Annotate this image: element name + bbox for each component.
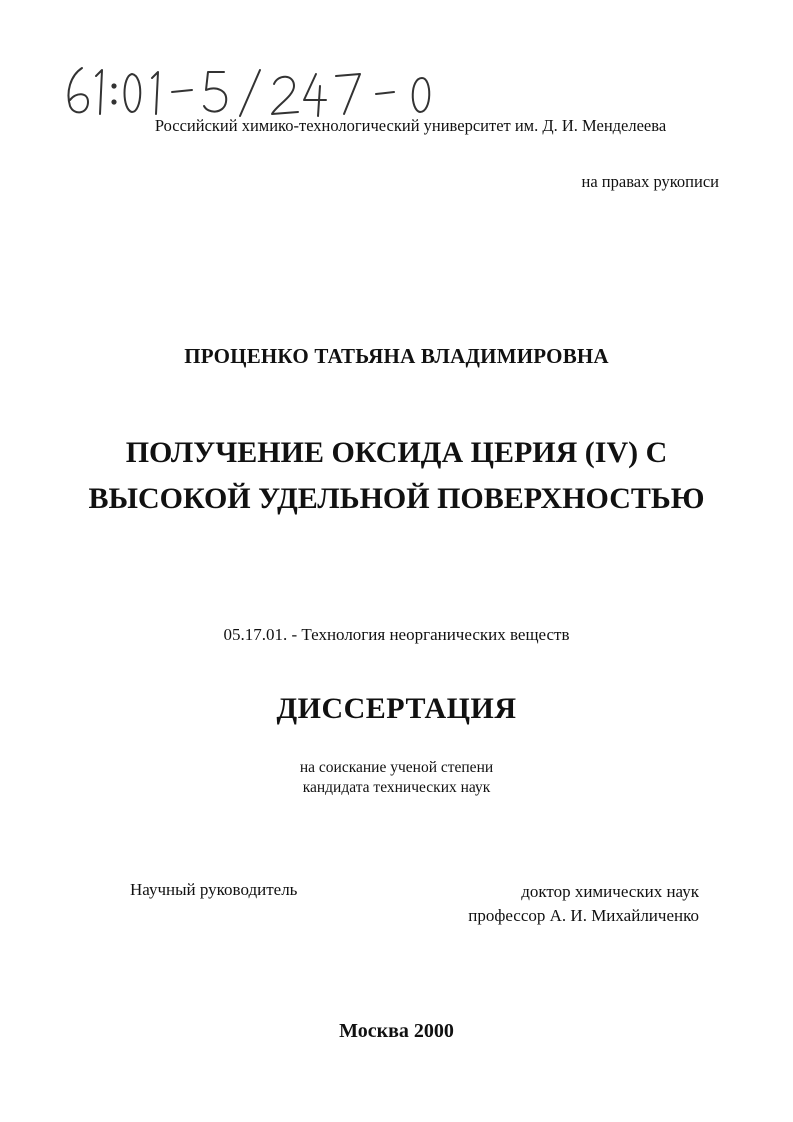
supervisor-info bbox=[468, 880, 699, 928]
supervisor-name: профессор А. И. Михайличенко bbox=[468, 906, 699, 925]
title-line-2: ВЫСОКОЙ УДЕЛЬНОЙ ПОВЕРХНОСТЬЮ bbox=[88, 482, 705, 515]
degree-line-1: на соискание ученой степени bbox=[299, 759, 494, 776]
university-name: Российский химико-технологический университет им. Д. И. Менделеева bbox=[154, 116, 667, 135]
author-name: ПРОЦЕНКО ТАТЬЯНА ВЛАДИМИРОВНА bbox=[184, 344, 609, 368]
degree-line-2: кандидата технических наук bbox=[302, 779, 491, 796]
manuscript-rights: на правах рукописи bbox=[581, 172, 719, 191]
city-year: Москва 2000 bbox=[339, 1020, 454, 1042]
specialty-code: 05.17.01. - Технология неорганических веществ bbox=[223, 625, 570, 644]
title-line-1: ПОЛУЧЕНИЕ ОКСИДА ЦЕРИЯ (IV) С bbox=[125, 436, 668, 469]
document-type: ДИССЕРТАЦИЯ bbox=[276, 692, 517, 725]
degree-sought bbox=[0, 758, 793, 798]
handwritten-code-drawing bbox=[60, 62, 440, 122]
supervisor-label: Научный руководитель bbox=[130, 880, 298, 899]
supervisor-degree: доктор химических наук bbox=[521, 882, 699, 901]
handwritten-archive-code bbox=[60, 62, 440, 122]
dissertation-title bbox=[0, 430, 793, 522]
